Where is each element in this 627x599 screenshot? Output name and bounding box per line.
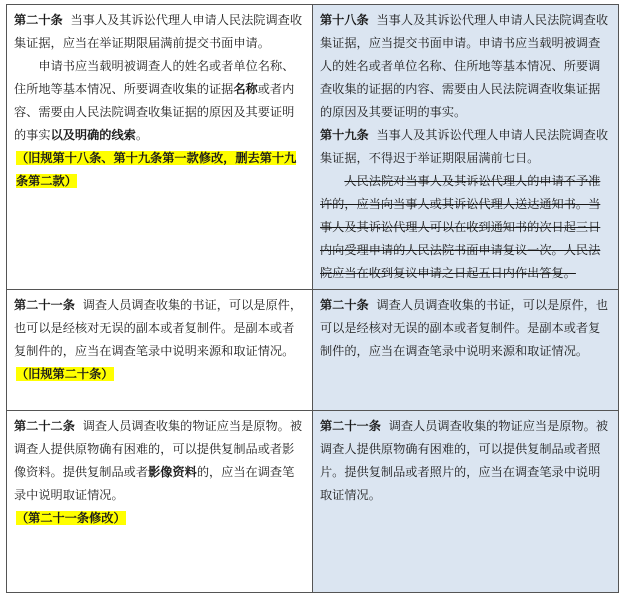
- new-rule-cell: [7, 290, 313, 411]
- table-row: [7, 290, 619, 411]
- new-rule-cell: [7, 5, 313, 290]
- article-paragraph: [14, 9, 305, 55]
- revision-note: （旧规第二十条）: [16, 367, 114, 381]
- article-number: 第二十条: [320, 298, 369, 312]
- article-number: 第十八条: [320, 13, 369, 27]
- article-paragraph: 第二十二条 调查人员调查收集的物证应当是原物。被调查人提供原物确有困难的，可以提供复制品或者影像资料。提供复制品或者影像资料的，应当在调查笔录中说明取证情况。: [14, 419, 303, 502]
- new-rule-cell: [7, 411, 313, 593]
- article-text: 当事人及其诉讼代理人申请人民法院调查收集证据，应当在举证期限届满前提交书面申请。: [14, 13, 303, 50]
- article-paragraph: 申请书应当载明被调查人的姓名或者单位名称、住所地等基本情况、所要调查收集的证据名称或者内容、需要由人民法院调查收集证据的原因及其要证明的事实以及明确的线索。: [14, 59, 295, 142]
- article-number: 第二十一条: [14, 298, 75, 312]
- old-rule-cell: [313, 290, 619, 411]
- article-number: 第二十二条: [14, 419, 75, 433]
- table-row: [7, 5, 619, 290]
- emphasis-text: 以及明确的线索: [50, 128, 136, 142]
- emphasis-text: 影像资料: [148, 465, 197, 479]
- article-number: 第二十条: [14, 13, 63, 27]
- article-paragraph: 第二十一条 调查人员调查收集的书证，可以是原件，也可以是经核对无误的副本或者复制件。是副本或者复制件的，应当在调查笔录中说明来源和取证情况。: [14, 298, 303, 358]
- revision-note: （旧规第十八条、第十九条第一款修改，删去第十九条第二款）: [16, 151, 297, 188]
- revision-note: （第二十一条修改）: [16, 511, 126, 525]
- article-number: 第十九条: [320, 128, 369, 142]
- article-number: 第二十一条: [320, 419, 381, 433]
- article-paragraph: 第二十一条 调查人员调查收集的物证应当是原物。被调查人提供原物确有困难的，可以提供复制品或者照片。提供复制品或者照片的，应当在调查笔录中说明取证情况。: [320, 419, 609, 502]
- table-row: [7, 411, 619, 593]
- deleted-text: 人民法院对当事人及其诉讼代理人的申请不予准许的，应当向当事人或其诉讼代理人送达通知书。当事人及其诉讼代理人可以在收到通知书的次日起三日内向受理申请的人民法院书面申请复议一次。人民法院应当在收到复议申请之日起五日内作出答复。: [320, 174, 601, 280]
- old-rule-cell: [313, 5, 619, 290]
- old-rule-cell: [313, 411, 619, 593]
- article-paragraph: 第二十条 调查人员调查收集的书证，可以是原件，也可以是经核对无误的副本或者复制件。是副本或者复制件的，应当在调查笔录中说明来源和取证情况。: [320, 298, 609, 358]
- article-paragraph: 第十九条 当事人及其诉讼代理人申请人民法院调查收集证据，不得迟于举证期限届满前七日。: [320, 128, 609, 165]
- article-paragraph: 第十八条 当事人及其诉讼代理人申请人民法院调查收集证据，应当提交书面申请。申请书应当载明被调查人的姓名或者单位名称、住所地等基本情况、所要调查收集的证据的内容、需要由人民法院调查收集证据的原因及其要证明的事实。: [320, 13, 609, 119]
- emphasis-text: 名称: [233, 82, 258, 96]
- comparison-table: [6, 4, 619, 593]
